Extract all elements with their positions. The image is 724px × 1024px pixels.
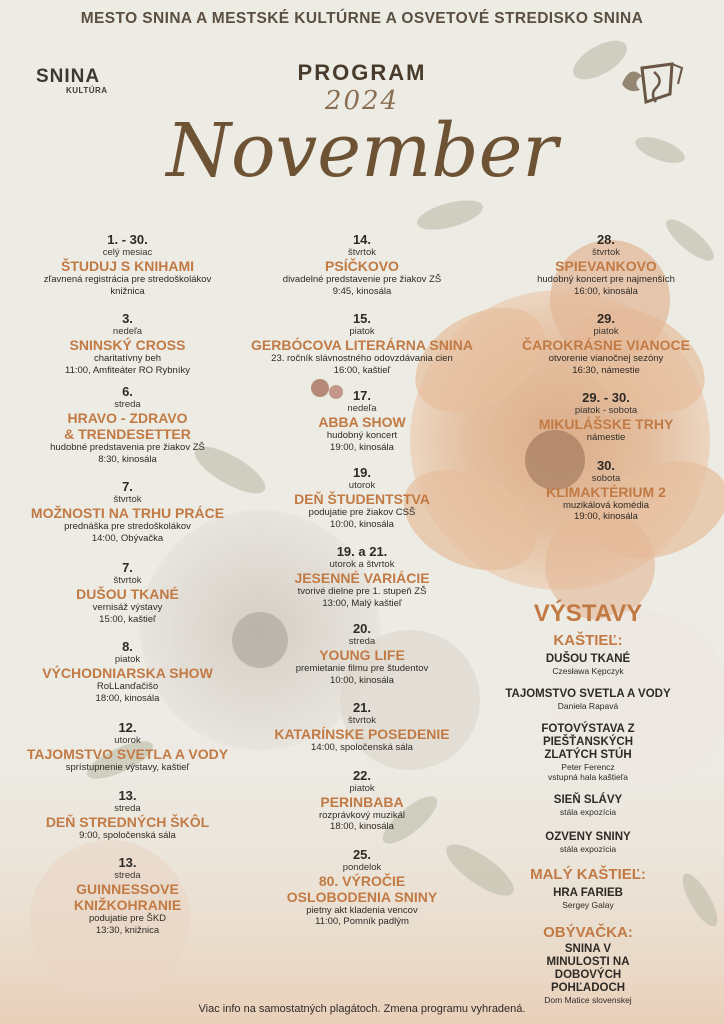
event bbox=[232, 465, 492, 530]
event-title: PSÍČKOVO bbox=[325, 258, 399, 274]
event-weekday: piatok bbox=[349, 326, 375, 337]
event-date: 3. bbox=[122, 311, 133, 326]
event bbox=[10, 720, 245, 774]
event-info: 8:30, kinosála bbox=[98, 453, 157, 465]
event-title: SNINSKÝ CROSS bbox=[69, 337, 186, 353]
event-weekday: piatok - sobota bbox=[574, 405, 638, 416]
program-label: PROGRAM bbox=[297, 60, 427, 85]
event-info: charitatívny beh bbox=[93, 353, 162, 364]
event-info: 18:00, kinosála bbox=[330, 821, 394, 832]
event-info: sprístupnenie výstavy, kaštieľ bbox=[65, 762, 190, 773]
event-title: KATARÍNSKE POSEDENIE bbox=[274, 726, 450, 742]
exhibition-author: Sergey Galay bbox=[562, 900, 614, 910]
event-info: knižnica bbox=[110, 285, 145, 297]
event-weekday: utorok bbox=[114, 735, 141, 746]
event-date: 22. bbox=[352, 767, 372, 783]
event-date: 29. bbox=[596, 311, 616, 326]
exhibition-item bbox=[518, 653, 658, 676]
venue-maly-kastiel: MALÝ KAŠTIEĽ: bbox=[530, 866, 646, 883]
event-date: 17. bbox=[352, 388, 372, 403]
exhibition-name: SNINA V MINULOSTI NA DOBOVÝCH POHĽADOCH bbox=[546, 943, 630, 994]
event-title: 80. VÝROČIE bbox=[318, 872, 406, 889]
event-info: hudobný koncert pre najmenších bbox=[537, 274, 675, 285]
middle-column bbox=[232, 232, 492, 928]
event-info: podujatie pre žiakov CSŠ bbox=[308, 507, 416, 518]
event-date: 12. bbox=[118, 720, 137, 735]
exhibition-item bbox=[518, 831, 658, 854]
exhibition-author: Dom Matice slovenskej bbox=[544, 995, 632, 1005]
program-year: 2024 bbox=[324, 86, 400, 116]
event-title: GUINNESSOVE bbox=[76, 881, 179, 897]
event bbox=[232, 768, 492, 833]
exhibition-name: HRA FARIEB bbox=[553, 887, 623, 899]
event-weekday: štvrtok bbox=[113, 575, 142, 586]
event-info: pietny akt kladenia vencov bbox=[306, 904, 418, 916]
event bbox=[10, 384, 245, 465]
exhibition-item bbox=[518, 794, 658, 817]
event-info: 9:00, spoločenská sála bbox=[79, 829, 176, 841]
exhibition-author: Czesława Kępczyk bbox=[552, 666, 624, 676]
event-info: hudobné predstavenia pre žiakov ZŠ bbox=[50, 442, 205, 453]
organizer-header: MESTO SNINA A MESTSKÉ KULTÚRNE A OSVETOVÉ STREDISKO SNINA bbox=[80, 10, 644, 27]
event-weekday: sobota bbox=[591, 472, 621, 484]
event-info: 16:00, kaštieľ bbox=[333, 364, 391, 376]
event-title: TAJOMSTVO SVETLA A VODY bbox=[26, 746, 229, 762]
event bbox=[232, 232, 492, 297]
event bbox=[496, 232, 716, 297]
event-date: 19. bbox=[352, 465, 372, 480]
event-title: YOUNG LIFE bbox=[319, 647, 405, 663]
event-info: premietanie filmu pre študentov bbox=[295, 663, 429, 674]
event bbox=[10, 639, 245, 704]
event bbox=[496, 390, 716, 444]
event-title: ČAROKRÁSNE VIANOCE bbox=[521, 337, 690, 353]
footer-note: Viac info na samostatných plagátoch. Zmena programu vyhradená. bbox=[198, 1003, 526, 1015]
event-weekday: nedeľa bbox=[112, 326, 143, 337]
event-info: muzikálová komédia bbox=[562, 499, 650, 511]
exhibition-item bbox=[518, 723, 658, 782]
event-weekday: utorok bbox=[348, 480, 376, 491]
exhibitions-heading: VÝSTAVY bbox=[533, 600, 643, 627]
venue-obyvacka: OBÝVAČKA: bbox=[543, 924, 633, 941]
event-info: 16:30, námestie bbox=[572, 364, 640, 376]
event bbox=[232, 544, 492, 609]
event-info: 19:00, kinosála bbox=[574, 511, 638, 522]
event bbox=[496, 458, 716, 523]
event-title: KNIŽKOHRANIE bbox=[73, 897, 182, 913]
event-date: 6. bbox=[122, 384, 133, 399]
exhibition-name: SIEŇ SLÁVY bbox=[553, 794, 623, 806]
event-date: 8. bbox=[122, 639, 133, 654]
event-title: ABBA SHOW bbox=[318, 414, 406, 430]
event-info: zľavnená registrácia pre stredoškolákov bbox=[43, 274, 212, 285]
event-weekday: streda bbox=[114, 399, 141, 410]
event-info: tvorivé dielne pre 1. stupeň ZŠ bbox=[297, 586, 427, 597]
event-info: 10:00, kinosála bbox=[330, 518, 394, 530]
event-date: 15. bbox=[352, 311, 372, 326]
event bbox=[10, 560, 245, 625]
event-info: 14:00, Obývačka bbox=[91, 532, 164, 544]
event-date: 20. bbox=[352, 621, 372, 636]
event-title: PERINBABA bbox=[320, 793, 404, 810]
event-date: 21. bbox=[352, 700, 372, 715]
event-title: JESENNÉ VARIÁCIE bbox=[294, 570, 430, 586]
event-date: 13. bbox=[118, 855, 137, 870]
event-date: 14. bbox=[352, 232, 372, 247]
event-info: 11:00, Amfiteáter RO Rybníky bbox=[65, 364, 190, 376]
event-date: 19. a 21. bbox=[336, 544, 388, 559]
event-info: rozprávkový muzikál bbox=[318, 809, 406, 821]
event-title: MOŽNOSTI NA TRHU PRÁCE bbox=[30, 505, 225, 521]
event-weekday: pondelok bbox=[342, 861, 382, 873]
event-info: hudobný koncert bbox=[326, 430, 398, 441]
event-date: 13. bbox=[118, 787, 137, 803]
event-title: KLIMAKTÉRIUM 2 bbox=[546, 483, 666, 500]
event-info: 13:30, knižnica bbox=[95, 924, 160, 936]
event-weekday: štvrtok bbox=[113, 494, 142, 505]
exhibition-name: OZVENY SNINY bbox=[545, 831, 631, 843]
event-info: 15:00, kaštieľ bbox=[99, 613, 156, 625]
event-title: OSLOBODENIA SNINY bbox=[286, 888, 438, 905]
left-column bbox=[10, 232, 245, 936]
event bbox=[10, 788, 245, 842]
event-title: DUŠOU TKANÉ bbox=[76, 586, 179, 602]
event-weekday: utorok a štvrtok bbox=[329, 559, 395, 570]
event-title: & TRENDESETTER bbox=[64, 426, 191, 442]
event-title: GERBÓCOVA LITERÁRNA SNINA bbox=[251, 337, 473, 353]
program-month: November bbox=[166, 108, 558, 194]
event-weekday: celý mesiac bbox=[102, 247, 153, 258]
event-weekday: štvrtok bbox=[348, 247, 376, 258]
event-date: 28. bbox=[596, 232, 616, 247]
event-info: otvorenie vianočnej sezóny bbox=[548, 353, 664, 364]
event-weekday: piatok bbox=[349, 782, 375, 794]
event-date: 1. - 30. bbox=[107, 232, 148, 247]
event-info: 19:00, kinosála bbox=[330, 441, 394, 453]
event-weekday: streda bbox=[348, 636, 376, 647]
event-info: 16:00, kinosála bbox=[574, 285, 638, 297]
venue-kastiel: KAŠTIEĽ: bbox=[553, 632, 623, 649]
event-title: DEŇ ŠTUDENTSTVA bbox=[294, 491, 430, 507]
event bbox=[232, 388, 492, 453]
event-weekday: štvrtok bbox=[592, 247, 620, 258]
event bbox=[10, 311, 245, 376]
exhibition-author: stála expozícia bbox=[559, 844, 617, 854]
event-info: 13:00, Malý kaštieľ bbox=[322, 597, 402, 609]
event-date: 7. bbox=[122, 560, 133, 575]
event bbox=[232, 700, 492, 754]
event bbox=[232, 621, 492, 686]
event-info: prednáška pre stredoškolákov bbox=[64, 521, 191, 532]
event bbox=[232, 311, 492, 376]
exhibition-name: FOTOVÝSTAVA Z PIEŠŤANSKÝCH ZLATÝCH STÚH bbox=[541, 723, 635, 761]
exhibitions bbox=[505, 600, 671, 1005]
exhibition-author: Peter Ferencz vstupná hala kaštieľa bbox=[548, 762, 628, 782]
exhibition-name: TAJOMSTVO SVETLA A VODY bbox=[505, 688, 671, 700]
event-weekday: streda bbox=[114, 802, 141, 814]
event-date: 29. - 30. bbox=[582, 390, 630, 405]
event-weekday: piatok bbox=[114, 654, 141, 665]
event-title: MIKULÁŠSKE TRHY bbox=[538, 416, 674, 432]
event bbox=[10, 232, 245, 297]
event-weekday: piatok bbox=[593, 326, 619, 337]
logo-word: SNINA bbox=[36, 66, 101, 87]
logo-sub: KULTÚRA bbox=[66, 86, 108, 95]
event bbox=[232, 847, 492, 928]
exhibition-item bbox=[518, 887, 658, 910]
event-title: DEŇ STREDNÝCH ŠKÔL bbox=[45, 813, 210, 830]
event-info: námestie bbox=[586, 432, 626, 443]
event-date: 7. bbox=[122, 479, 133, 494]
event-info: vernisáž výstavy bbox=[92, 602, 163, 613]
event-title: SPIEVANKOVO bbox=[555, 258, 657, 274]
event-weekday: nedeľa bbox=[347, 403, 377, 414]
event-weekday: streda bbox=[114, 870, 141, 881]
exhibition-name: DUŠOU TKANÉ bbox=[545, 653, 631, 665]
event-title: ŠTUDUJ S KNIHAMI bbox=[60, 258, 194, 274]
event-info: 9:45, kinosála bbox=[332, 285, 392, 297]
event-info: 14:00, spoločenská sála bbox=[311, 742, 413, 753]
right-column bbox=[496, 232, 716, 523]
event-date: 30. bbox=[596, 457, 616, 473]
exhibition-item bbox=[518, 943, 658, 995]
event bbox=[496, 311, 716, 376]
event-title: HRAVO - ZDRAVO bbox=[67, 410, 188, 426]
exhibition-author: Daniela Rapavá bbox=[557, 701, 619, 711]
event-info: 11:00, Pomník padlým bbox=[315, 916, 409, 927]
event-info: 23. ročník slávnostného odovzdávania cien bbox=[271, 353, 453, 364]
exhibition-author: stála expozícia bbox=[559, 807, 617, 817]
event bbox=[10, 855, 245, 936]
event-info: podujatie pre ŠKD bbox=[88, 913, 167, 924]
event-info: 10:00, kinosála bbox=[330, 674, 394, 686]
event-info: RoLLanďačišo bbox=[96, 681, 159, 692]
event-title: VÝCHODNIARSKA SHOW bbox=[42, 665, 213, 681]
event-info: divadelné predstavenie pre žiakov ZŠ bbox=[282, 274, 442, 285]
exhibition-item bbox=[498, 688, 678, 711]
event-info: 18:00, kinosála bbox=[95, 692, 160, 704]
event-weekday: štvrtok bbox=[348, 715, 376, 726]
event bbox=[10, 479, 245, 544]
event-date: 25. bbox=[352, 846, 372, 862]
